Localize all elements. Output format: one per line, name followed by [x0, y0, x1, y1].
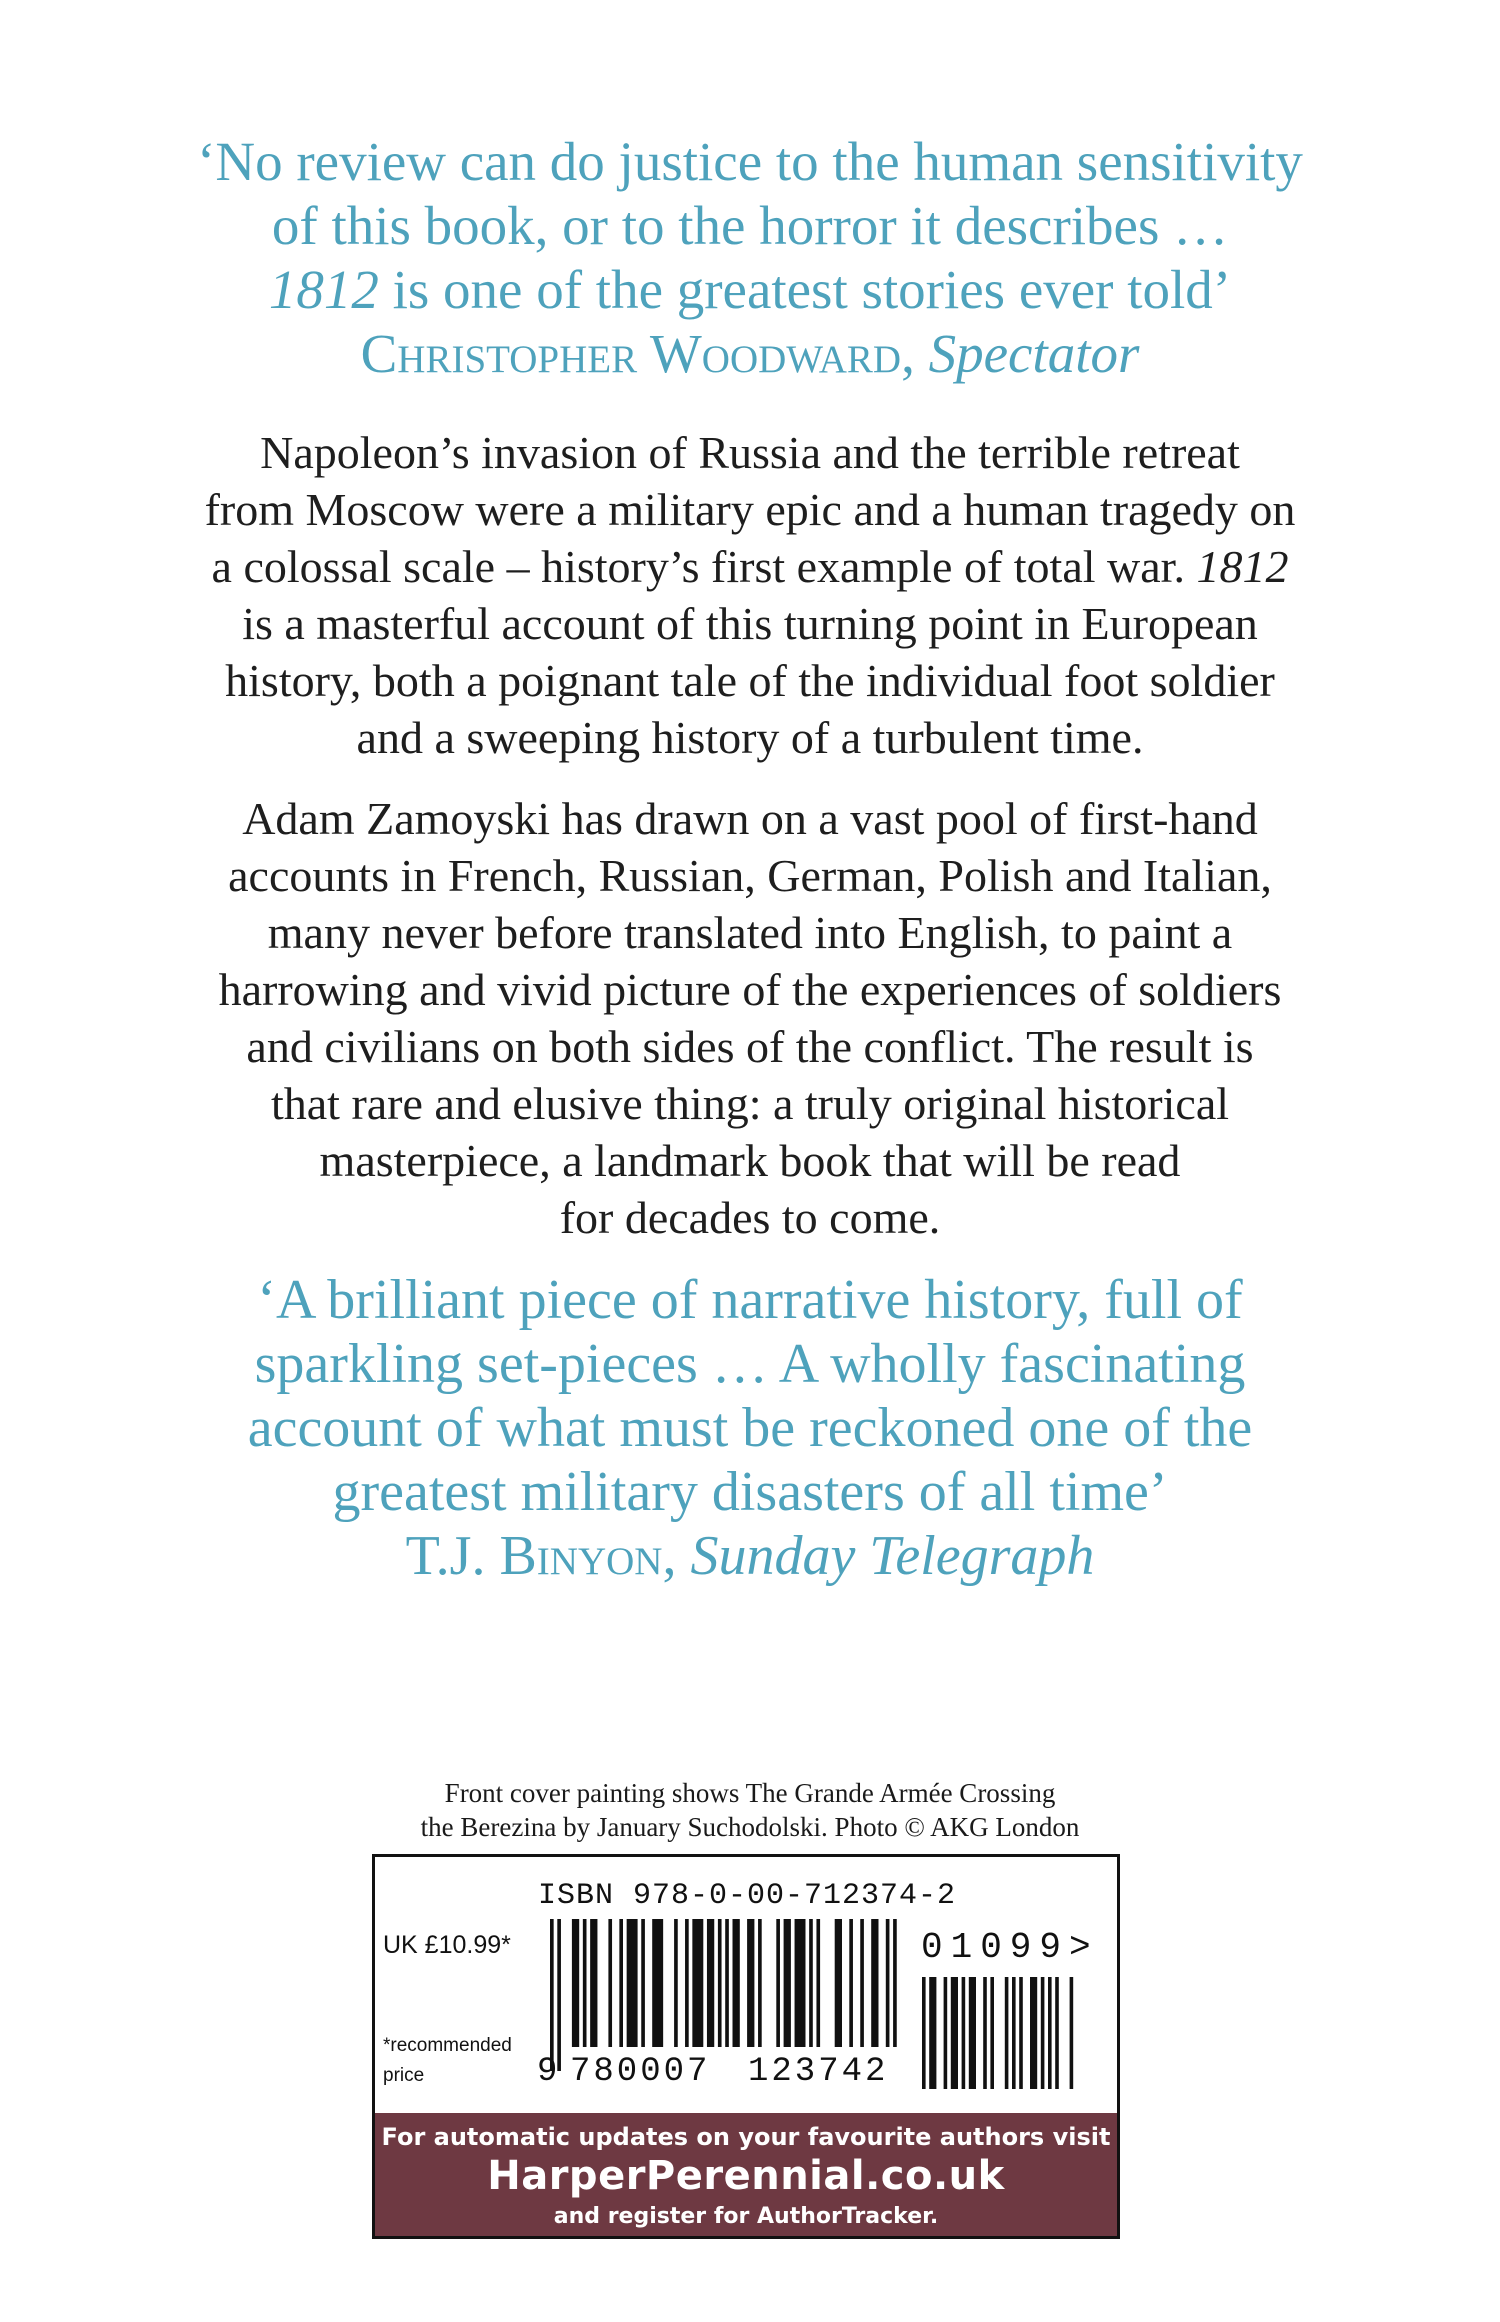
attribution-name: T.J. Binyon — [405, 1525, 663, 1587]
attribution-name: Christopher Woodward — [360, 323, 902, 384]
blurb-line — [0, 538, 1500, 595]
quote-attribution — [0, 322, 1500, 386]
publisher-website[interactable]: HarperPerennial.co.uk — [487, 2153, 1005, 2199]
barcode-bar — [572, 1919, 579, 2047]
blurb-line: is a masterful account of this turning point in European — [242, 598, 1258, 649]
ean-digit-group-left: 780007 — [567, 2053, 713, 2091]
barcode-bar — [951, 1977, 958, 2089]
recommended-line: price — [383, 2065, 425, 2086]
addon-digits: 01099> — [921, 1927, 1099, 1968]
barcode-bar — [725, 1919, 729, 2047]
barcode-bar — [886, 1919, 890, 2047]
ean-barcode-bars — [550, 1919, 900, 2073]
barcode-bar — [871, 1919, 878, 2047]
quote-line: greatest military disasters of all time’ — [332, 1461, 1168, 1523]
review-quote-sunday-telegraph — [0, 1268, 1500, 1588]
barcode-bar — [990, 1977, 994, 2089]
barcode-bar — [692, 1919, 703, 2047]
barcode-bar — [619, 1919, 623, 2047]
attribution-source: Spectator — [928, 323, 1140, 384]
blurb-line-text: a colossal scale – history’s first example of total war. — [211, 541, 1197, 592]
quote-line: ‘A brilliant piece of narrative history, full of — [257, 1269, 1243, 1331]
barcode-bar — [1005, 1977, 1009, 2089]
barcode-bar — [1070, 1977, 1074, 2089]
barcode-bar — [816, 1919, 820, 2047]
barcode-box — [372, 1854, 1120, 2239]
blurb-line: that rare and elusive thing: a truly original historical — [270, 1078, 1230, 1129]
barcode-bar — [860, 1919, 864, 2047]
barcode-bar — [835, 1919, 842, 2047]
quote-line: account of what must be reckoned one of the — [247, 1397, 1253, 1459]
barcode-bar — [758, 1919, 762, 2047]
blurb-line: for decades to come. — [559, 1192, 941, 1243]
barcode-bar — [627, 1919, 638, 2047]
attribution-separator: , — [901, 323, 929, 384]
author-tracker-intro: For automatic updates on your favourite authors visit — [381, 2123, 1111, 2151]
quote-attribution — [0, 1524, 1500, 1588]
barcode-bar — [608, 1919, 612, 2047]
barcode-bar — [747, 1919, 754, 2047]
barcode-bar — [707, 1919, 714, 2047]
barcode-bar — [557, 1919, 561, 2071]
barcode-bar — [1012, 1977, 1016, 2089]
author-tracker-band — [375, 2113, 1117, 2236]
barcode-bar — [969, 1977, 976, 2089]
barcode-bar — [1030, 1977, 1037, 2089]
barcode-bar — [674, 1919, 678, 2047]
barcode-bar — [652, 1919, 663, 2047]
barcode-bar — [1019, 1977, 1023, 2089]
quote-line: sparkling set-pieces … A wholly fascinating — [254, 1333, 1246, 1395]
barcode-bar — [550, 1919, 554, 2071]
recommended-line: *recommended — [383, 2035, 512, 2056]
barcode-bar — [809, 1919, 813, 2047]
barcode-bar — [718, 1919, 722, 2047]
quote-line: ‘No review can do justice to the human sensitivity — [197, 131, 1303, 192]
book-title-italic: 1812 — [268, 259, 379, 320]
book-title-italic: 1812 — [1196, 541, 1289, 592]
blurb-line: many never before translated into English, to paint a — [267, 907, 1233, 958]
barcode-bar — [1055, 1977, 1059, 2089]
credit-line: the Berezina by January Suchodolski. Photo © AKG London — [420, 1812, 1080, 1842]
barcode-bar — [590, 1919, 597, 2047]
barcode-bar — [929, 1977, 936, 2089]
barcode-bar — [685, 1919, 689, 2047]
barcode-bar — [733, 1919, 740, 2047]
blurb-paragraph-2 — [0, 790, 1500, 1246]
barcode-bar — [776, 1919, 780, 2047]
barcode-bar — [944, 1977, 948, 2089]
isbn-label: ISBN 978-0-00-712374-2 — [538, 1879, 957, 1913]
blurb-line: from Moscow were a military epic and a human tragedy on — [204, 484, 1296, 535]
credit-line: Front cover painting shows The Grande Armée Crossing — [444, 1778, 1056, 1808]
barcode-bar — [795, 1919, 806, 2047]
barcode-bar — [962, 1977, 966, 2089]
addon-barcode-bars — [922, 1977, 1102, 2093]
barcode-bar — [583, 1919, 587, 2047]
barcode-bar — [641, 1919, 645, 2047]
barcode-bar — [983, 1977, 987, 2089]
blurb-line: history, both a poignant tale of the individual foot soldier — [225, 655, 1275, 706]
quote-line — [0, 258, 1500, 322]
barcode-bar — [1041, 1977, 1045, 2089]
barcode-area — [375, 1857, 1117, 2113]
barcode-bar — [784, 1919, 791, 2047]
attribution-separator: , — [662, 1525, 691, 1587]
blurb-line: and a sweeping history of a turbulent time. — [356, 712, 1144, 763]
barcode-bar — [893, 1919, 897, 2047]
price-label: UK £10.99* — [383, 1931, 511, 1959]
blurb-line: Adam Zamoyski has drawn on a vast pool of first-hand — [242, 793, 1258, 844]
blurb-line: masterpiece, a landmark book that will be read — [319, 1135, 1181, 1186]
blurb-line: accounts in French, Russian, German, Polish and Italian, — [228, 850, 1272, 901]
blurb-paragraph-1 — [0, 424, 1500, 766]
blurb-line: harrowing and vivid picture of the experiences of soldiers — [218, 964, 1282, 1015]
recommended-price-note — [383, 2031, 512, 2091]
blurb-line: and civilians on both sides of the conflict. The result is — [246, 1021, 1254, 1072]
barcode-bar — [849, 1919, 853, 2047]
attribution-source: Sunday Telegraph — [690, 1525, 1095, 1587]
ean-digit-group-right: 123742 — [745, 2053, 891, 2091]
barcode-bar — [1048, 1977, 1052, 2089]
quote-line: of this book, or to the horror it describes … — [271, 195, 1229, 256]
quote-line-rest: is one of the greatest stories ever told’ — [378, 259, 1232, 320]
review-quote-spectator — [0, 130, 1500, 386]
cover-credit — [0, 1776, 1500, 1844]
barcode-bar — [922, 1977, 926, 2089]
author-tracker-register: and register for AuthorTracker. — [553, 2204, 939, 2229]
blurb-line: Napoleon’s invasion of Russia and the terrible retreat — [260, 427, 1240, 478]
ean-first-digit: 9 — [537, 2053, 558, 2091]
